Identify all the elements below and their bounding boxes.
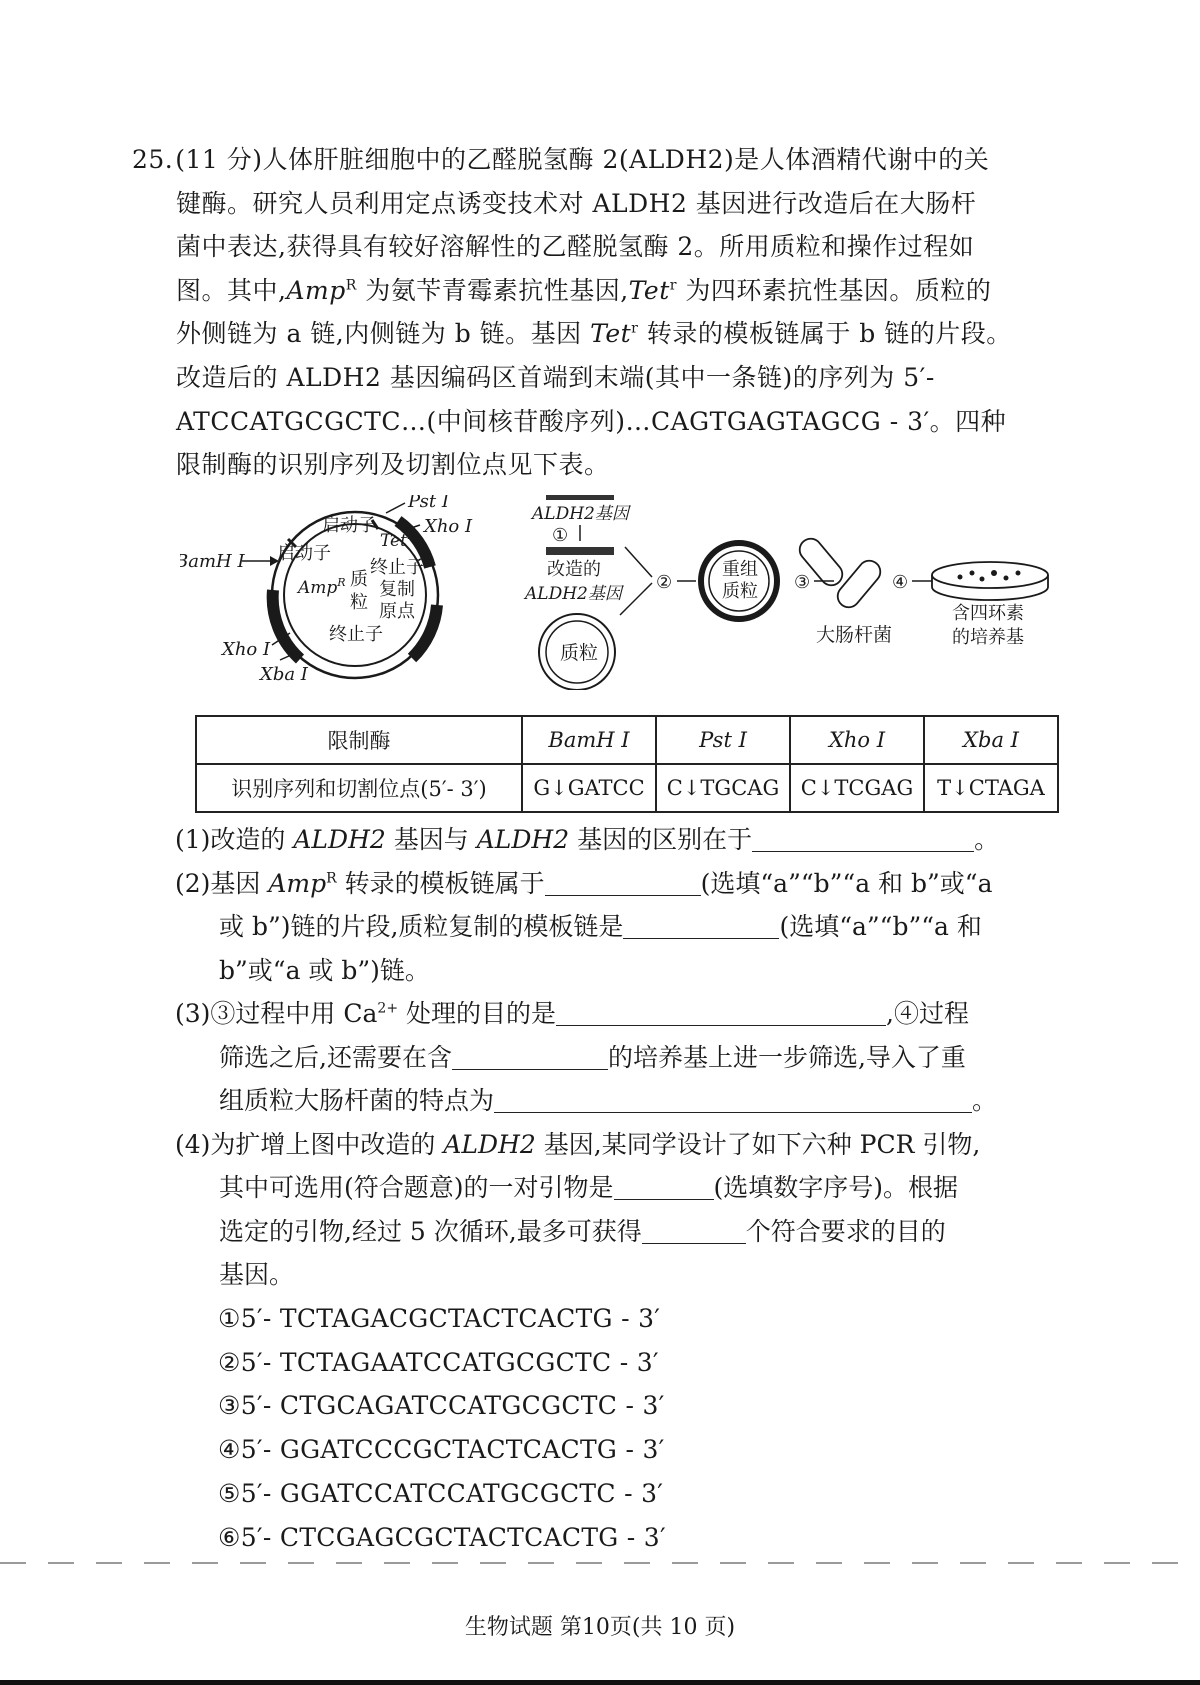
stem-line-2: 键酶。研究人员利用定点诱变技术对 ALDH2 基因进行改造后在大肠杆 [176, 188, 977, 218]
answer-blank-1[interactable] [752, 825, 974, 852]
modified-gene-bar [546, 547, 614, 555]
merge-line-top [625, 547, 652, 577]
stem-line-7: ATCCATGCGCTC…(中间核苷酸序列)…CAGTGAGTAGCG - 3′。四种 [176, 406, 1007, 436]
replication-label-1: 复制 [379, 579, 415, 600]
amp-segment [273, 590, 300, 659]
primer-6: ⑥5′- CTCGAGCGCTACTCACTG - 3′ [218, 1522, 666, 1552]
enzyme-xho: Xho Ⅰ [790, 716, 924, 764]
site-xho: C↓TCGAG [790, 764, 924, 812]
terminator-2-label: 终止子 [329, 624, 383, 645]
terminator-1-label: 终止子 [370, 557, 424, 578]
gene-label: ALDH2基因 [532, 504, 629, 524]
primer-list [218, 1297, 666, 1559]
medium-label-2: 的培养基 [952, 627, 1024, 648]
bacterium-2 [833, 556, 885, 612]
primer-3: ③5′- CTGCAGATCCATGCGCTC - 3′ [218, 1391, 665, 1421]
site-xba: T↓CTAGA [924, 764, 1058, 812]
answer-blank-2b[interactable] [623, 912, 779, 939]
footer-divider [0, 1562, 1200, 1564]
table-header-label: 限制酶 [196, 716, 522, 764]
step-2-label: ② [656, 572, 673, 593]
primer-2: ②5′- TCTAGAATCCATGCGCTC - 3′ [218, 1347, 659, 1377]
xba-label: Xba Ⅰ [260, 664, 308, 685]
site-bamh: G↓GATCC [522, 764, 656, 812]
replication-label-2: 原点 [379, 601, 415, 622]
stem-line-5: 外侧链为 a 链,内侧链为 b 链。基因 Tet$^r$ 转录的模板链属于 b 链的片段。 [176, 319, 1012, 349]
plasmid-diagram [180, 495, 1080, 690]
question-4-line-3: 选定的引物,经过 5 次循环,最多可获得 个符合要求的目的 [219, 1216, 946, 1246]
enzyme-table [195, 715, 1059, 813]
tet-label: Tet$^r$ [380, 529, 413, 551]
question-2-line-3: b”或“a 或 b”)链。 [219, 955, 430, 985]
question-4-line-1: (4)为扩增上图中改造的 ALDH2 基因,某同学设计了如下六种 PCR 引物, [175, 1129, 981, 1159]
plasmid-word-2: 粒 [350, 592, 368, 613]
answer-blank-4a[interactable] [614, 1173, 714, 1200]
bamh-label: BamH Ⅰ [180, 551, 245, 572]
petri-dish-top [932, 562, 1048, 588]
ecoli-label: 大肠杆菌 [816, 624, 893, 646]
question-2-line-2: 或 b”)链的片段,质粒复制的模板链是 (选填“a”“b”“a 和 [219, 912, 982, 941]
question-4-line-2: 其中可选用(符合题意)的一对引物是 (选填数字序号)。根据 [219, 1173, 959, 1202]
enzyme-pst: Pst Ⅰ [656, 716, 790, 764]
recombinant-label-1: 重组 [722, 559, 758, 580]
answer-blank-2a[interactable] [545, 869, 701, 896]
answer-blank-3c[interactable] [494, 1086, 972, 1113]
gene-bar [546, 495, 614, 500]
answer-blank-3b[interactable] [452, 1043, 608, 1070]
question-3-line-1: (3)③过程中用 $Ca^{2+}$ 处理的目的是 ,④过程 [175, 999, 969, 1028]
pst-arrow [386, 503, 405, 513]
answer-blank-3a[interactable] [556, 999, 886, 1026]
stem-line-3: 菌中表达,获得具有较好溶解性的乙醛脱氢酶 2。所用质粒和操作过程如 [176, 232, 975, 262]
question-number: 25. [132, 145, 174, 174]
amp-label: Amp$^R$ [298, 576, 346, 598]
stem-line-6: 改造后的 ALDH2 基因编码区首端到末端(其中一条链)的序列为 5′- [176, 362, 935, 392]
question-1: (1)改造的 ALDH2 基因与 ALDH2 基因的区别在于 。 [175, 825, 1000, 854]
question-3-line-3: 组质粒大肠杆菌的特点为 。 [219, 1086, 998, 1115]
question-stem [132, 138, 1062, 487]
step-1-label: ① [552, 525, 569, 546]
merge-line-bottom [620, 583, 652, 615]
enzyme-xba: Xba Ⅰ [924, 716, 1058, 764]
promoter-2-label: 启动子 [277, 543, 331, 564]
sub-questions [175, 818, 1063, 1297]
site-pst: C↓TGCAG [656, 764, 790, 812]
table-header-row [196, 716, 1058, 764]
step-3-label: ③ [794, 572, 811, 593]
primer-1: ①5′- TCTAGACGCTACTCACTG - 3′ [218, 1304, 661, 1333]
enzyme-bamh: BamH Ⅰ [522, 716, 656, 764]
modified-label-1: 改造的 [547, 559, 601, 580]
recombinant-label-2: 质粒 [722, 581, 758, 602]
plasmid-word-1: 质 [350, 569, 368, 590]
medium-label-1: 含四环素 [952, 603, 1024, 624]
colonies [958, 570, 1021, 582]
primer-4: ④5′- GGATCCCGCTACTCACTG - 3′ [218, 1435, 665, 1465]
question-2-line-1: (2)基因 Amp$^R$ 转录的模板链属于 (选填“a”“b”“a 和 b”或“a [175, 868, 993, 898]
pst-label: Pst Ⅰ [408, 495, 449, 512]
table-row-label: 识别序列和切割位点(5′- 3′) [196, 764, 522, 812]
stem-line-4: 图。其中,Amp$^R$ 为氨苄青霉素抗性基因,Tet$^r$ 为四环素抗性基因。质粒的 [176, 275, 992, 305]
stem-line-1: 25.(11 分)人体肝脏细胞中的乙醛脱氢酶 2(ALDH2)是人体酒精代谢中的关 [132, 145, 990, 174]
step-4-label: ④ [892, 572, 909, 593]
question-3-line-2: 筛选之后,还需要在含 的培养基上进一步筛选,导入了重 [219, 1042, 966, 1072]
diagram-svg [180, 495, 1080, 690]
primer-5: ⑤5′- GGATCCATCCATGCGCTC - 3′ [218, 1478, 664, 1508]
stem-line-8: 限制酶的识别序列及切割位点见下表。 [176, 450, 610, 480]
plasmid-small-label: 质粒 [560, 642, 599, 664]
xho-bottom-label: Xho Ⅰ [222, 639, 271, 660]
scan-edge [0, 1680, 1200, 1685]
page-footer: 生物试题 第10页(共 10 页) [464, 1615, 736, 1640]
xho-top-label: Xho Ⅰ [424, 516, 473, 537]
modified-label-2: ALDH2基因 [525, 584, 622, 604]
promoter-1-label: 启动子 [322, 515, 376, 536]
question-4-line-4: 基因。 [219, 1260, 295, 1289]
table-site-row [196, 764, 1058, 812]
answer-blank-4b[interactable] [642, 1217, 746, 1244]
